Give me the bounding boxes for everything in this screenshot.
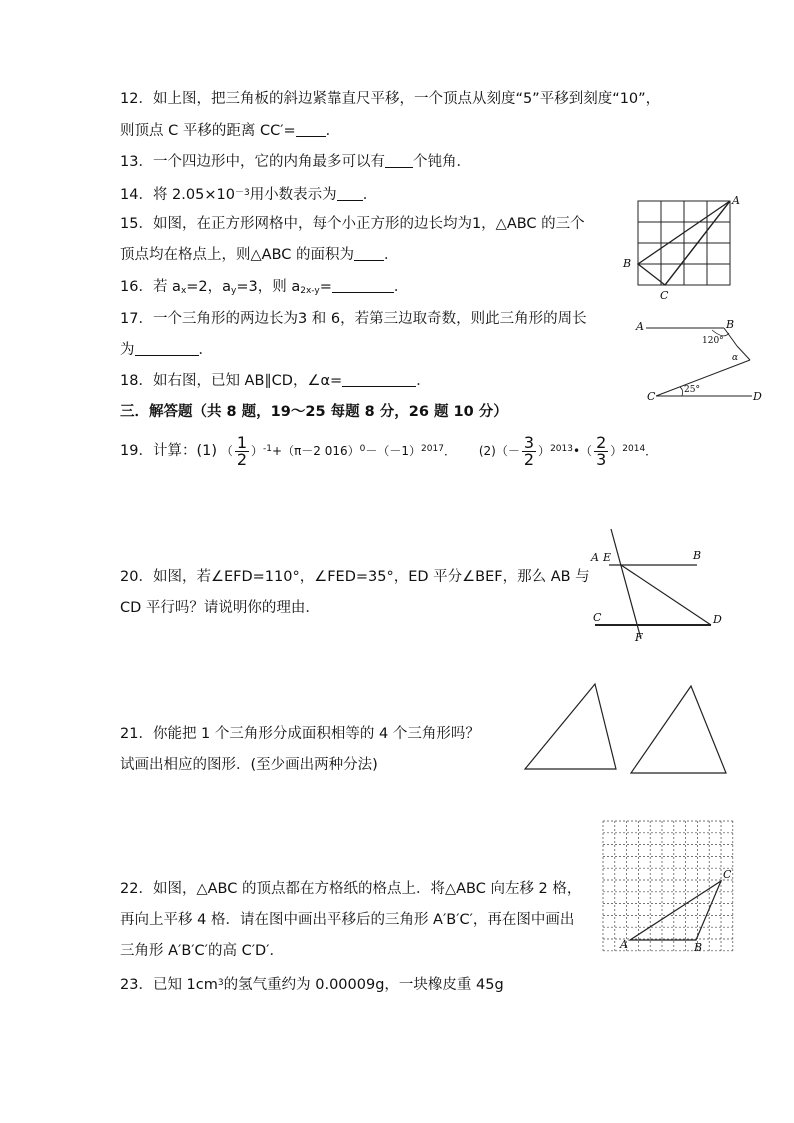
q20-line1: 20．如图，若∠EFD=110°，∠FED=35°，ED 平分∠BEF，那么 AB 与 <box>120 569 590 585</box>
q14-text: 14．将 2.05×10 <box>120 187 235 203</box>
q19-label: 19．计算：(1) <box>120 443 217 459</box>
numerator: 1 <box>236 433 248 452</box>
q16 <box>120 277 408 301</box>
label-E: E <box>603 551 612 564</box>
label-F: F <box>635 631 643 644</box>
denominator: 3 <box>596 450 607 469</box>
q16-text2: =2，a <box>186 279 232 295</box>
q16-eq: = <box>319 279 332 295</box>
q19-mid2: －（－1） <box>365 444 422 458</box>
q18-end: ． <box>416 373 431 389</box>
label-120: 120° <box>702 336 724 346</box>
q15-end: ． <box>384 247 399 263</box>
q12-line2 <box>120 121 340 141</box>
q13 <box>120 152 471 172</box>
label-B: B <box>726 318 735 331</box>
numerator: 3 <box>523 433 535 452</box>
label-A: A <box>732 194 740 207</box>
q16-text: 16．若 a <box>120 279 181 295</box>
exponent: 2014 <box>622 444 646 454</box>
answer-blank[interactable] <box>385 153 413 168</box>
q15-line2 <box>120 245 399 265</box>
denominator: 2 <box>523 450 535 469</box>
label-25: 25° <box>684 385 700 395</box>
multiply-dot: •（ <box>572 444 593 458</box>
q16-sub-exp: 2x-y <box>300 286 320 296</box>
q15-line1: 15．如图，在正方形网格中，每个小正方形的边长均为1，△ABC 的三个 <box>120 216 585 232</box>
paren: ） <box>538 444 551 458</box>
figure-20-transversal <box>585 525 735 645</box>
q19-mid: +（π－2 016） <box>272 444 360 458</box>
q22-line1: 22．如图，△ABC 的顶点都在方格纸的格点上．将△ABC 向左移 2 格， <box>120 881 582 897</box>
triangle-2 <box>631 686 726 773</box>
q17-end: ． <box>198 342 213 358</box>
period: ． <box>443 444 456 458</box>
exponent: 3 <box>217 978 224 988</box>
triangle-1 <box>525 684 616 769</box>
label-C: C <box>647 390 656 403</box>
exponent: 0 <box>359 444 366 454</box>
q17-line2 <box>120 340 213 360</box>
q17-text: 为 <box>120 342 135 358</box>
fraction-1-2 <box>235 435 249 468</box>
label-B: B <box>623 257 632 270</box>
label-C: C <box>593 611 602 624</box>
q18-text: 18．如右图，已知 AB∥CD，∠α= <box>120 373 343 389</box>
answer-blank[interactable] <box>135 341 199 356</box>
answer-blank[interactable] <box>337 186 363 201</box>
q12-line1: 12．如上图，把三角板的斜边紧靠直尺平移，一个顶点从刻度“5”平移到刻度“10”， <box>120 91 661 107</box>
q14-exponent: －3 <box>234 188 250 198</box>
label-A: A <box>620 938 628 951</box>
section-heading: 三．解答题（共 8 题，19～25 每题 8 分，26 题 10 分） <box>120 404 508 420</box>
answer-blank[interactable] <box>354 246 384 261</box>
label-alpha: α <box>732 353 739 363</box>
fraction-3-2 <box>522 435 536 468</box>
q16-sub-y: y <box>231 286 237 296</box>
q12-text: 则顶点 C 平移的距离 CC′= <box>120 123 296 139</box>
q14-text2: 用小数表示为 <box>249 187 337 203</box>
denominator: 2 <box>236 450 248 469</box>
paren: （ <box>220 444 233 458</box>
label-D: D <box>753 390 762 403</box>
q14-end: ． <box>362 187 378 203</box>
figure-21-triangles <box>520 680 740 780</box>
exponent: -1 <box>263 444 273 454</box>
q22-line3: 三角形 A′B′C′的高 C′D′． <box>120 943 284 959</box>
q16-end: ． <box>393 279 409 295</box>
numerator: 2 <box>596 433 607 452</box>
paren: ） <box>251 444 264 458</box>
figure-22-grid <box>600 818 745 958</box>
label-C: C <box>660 289 669 302</box>
q20-line2: CD 平行吗？请说明你的理由． <box>120 600 320 616</box>
paren: ） <box>610 444 623 458</box>
q21-line1: 21．你能把 1 个三角形分成面积相等的 4 个三角形吗？ <box>120 726 480 742</box>
label-A: A <box>591 551 599 564</box>
q16-text3: =3，则 a <box>236 279 301 295</box>
q13-end: 个钝角． <box>412 154 471 170</box>
q12-end: ． <box>325 123 341 139</box>
answer-blank[interactable] <box>332 278 394 293</box>
q19 <box>120 434 657 468</box>
label-B: B <box>693 549 702 562</box>
label-C: C <box>723 868 732 881</box>
period: ． <box>645 444 658 458</box>
q14 <box>120 183 377 205</box>
q23-text: 23．已知 1cm <box>120 977 218 993</box>
q18 <box>120 371 431 391</box>
label-D: D <box>713 613 722 626</box>
label-B: B <box>694 941 703 954</box>
figure-18-parallel-angles <box>632 318 772 408</box>
q22-line2: 再向上平移 4 格．请在图中画出平移后的三角形 A′B′C′，再在图中画出 <box>120 912 575 928</box>
fraction-2-3 <box>594 435 608 468</box>
q13-text: 13．一个四边形中，它的内角最多可以有 <box>120 154 385 170</box>
q15-text: 顶点均在格点上，则△ABC 的面积为 <box>120 247 354 263</box>
figure-15-grid-triangle <box>610 195 740 305</box>
answer-blank[interactable] <box>296 122 326 137</box>
q23 <box>120 973 504 995</box>
q17-line1: 17．一个三角形的两边长为3 和 6，若第三边取奇数，则此三角形的周长 <box>120 311 587 327</box>
q21-line2: 试画出相应的图形．(至少画出两种分法) <box>120 757 378 773</box>
exponent: 2013 <box>550 444 573 454</box>
q23-text2: 的氢气重约为 0.00009g，一块橡皮重 45g <box>223 977 504 993</box>
label-A: A <box>636 320 644 333</box>
q19-part2: (2)（－ <box>478 444 520 458</box>
exponent: 2017 <box>421 444 444 454</box>
answer-blank[interactable] <box>342 372 416 387</box>
q16-sub-x: x <box>180 286 187 296</box>
